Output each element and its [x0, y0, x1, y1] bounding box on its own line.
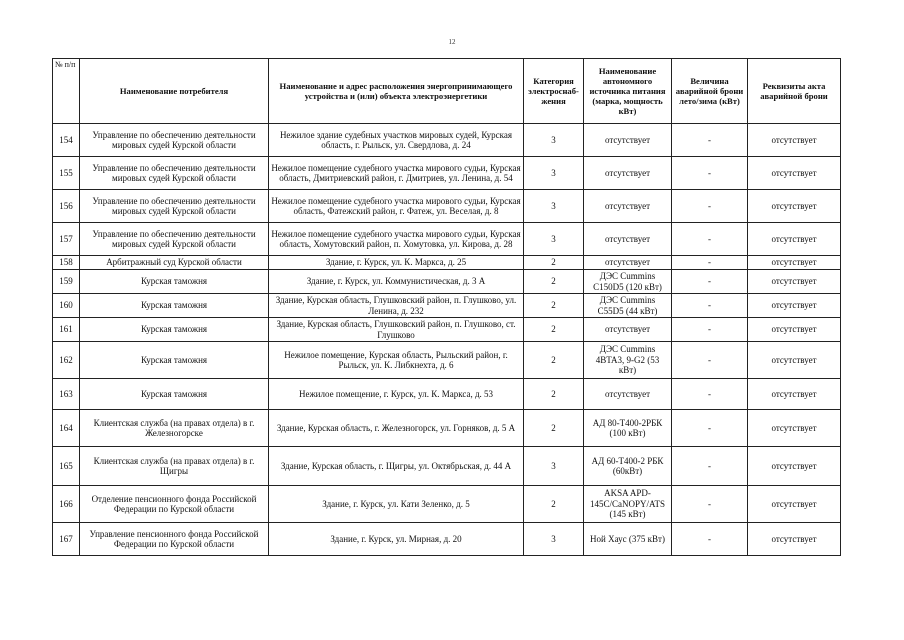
cell-source: отсутствует: [584, 190, 672, 223]
cell-reserve: -: [672, 223, 748, 256]
cell-requisites: отсутствует: [748, 379, 841, 410]
cell-consumer: Курская таможня: [80, 294, 269, 318]
cell-requisites: отсутствует: [748, 223, 841, 256]
cell-category: 2: [524, 410, 584, 447]
page-number: 12: [448, 38, 456, 46]
cell-consumer: Управление по обеспечению деятельности мировых судей Курской области: [80, 157, 269, 190]
table-row: [53, 523, 841, 556]
cell-address: Здание, г. Курск, ул. К. Маркса, д. 25: [269, 256, 524, 270]
cell-source: отсутствует: [584, 379, 672, 410]
cell-reserve: -: [672, 124, 748, 157]
cell-num: 158: [53, 256, 80, 270]
table-row: [53, 124, 841, 157]
cell-requisites: отсутствует: [748, 270, 841, 294]
cell-category: 2: [524, 294, 584, 318]
header-consumer: Наименование потребителя: [80, 59, 269, 124]
cell-reserve: -: [672, 190, 748, 223]
cell-requisites: отсутствует: [748, 523, 841, 556]
cell-num: 167: [53, 523, 80, 556]
cell-requisites: отсутствует: [748, 486, 841, 523]
cell-num: 159: [53, 270, 80, 294]
cell-consumer: Клиентская служба (на правах отдела) в г. Щигры: [80, 447, 269, 486]
cell-address: Нежилое помещение судебного участка мирового судьи, Курская область, Фатежский район, г. Фатеж, ул. Веселая, д. 8: [269, 190, 524, 223]
cell-source: отсутствует: [584, 124, 672, 157]
cell-reserve: -: [672, 294, 748, 318]
header-category: Категория электроснаб-жения: [524, 59, 584, 124]
cell-category: 2: [524, 270, 584, 294]
cell-source: ДЭС Cummins C150D5 (120 кВт): [584, 270, 672, 294]
cell-reserve: -: [672, 447, 748, 486]
header-requisites: Реквизиты акта аварийной брони: [748, 59, 841, 124]
cell-source: АД 80-Т400-2РБК (100 кВт): [584, 410, 672, 447]
cell-address: Здание, Курская область, Глушковский район, п. Глушково, ул. Ленина, д. 232: [269, 294, 524, 318]
table-row: [53, 318, 841, 342]
cell-source: отсутствует: [584, 318, 672, 342]
cell-source: AKSA APD-145C/CaNOPY/ATS (145 кВт): [584, 486, 672, 523]
table-row: [53, 379, 841, 410]
cell-category: 2: [524, 342, 584, 379]
table-row: [53, 294, 841, 318]
cell-address: Здание, Курская область, г. Железногорск, ул. Горняков, д. 5 А: [269, 410, 524, 447]
cell-category: 3: [524, 190, 584, 223]
cell-category: 3: [524, 223, 584, 256]
cell-consumer: Курская таможня: [80, 318, 269, 342]
cell-num: 154: [53, 124, 80, 157]
cell-num: 160: [53, 294, 80, 318]
cell-consumer: Управление пенсионного фонда Российской Федерации по Курской области: [80, 523, 269, 556]
table-row: [53, 270, 841, 294]
cell-num: 161: [53, 318, 80, 342]
cell-reserve: -: [672, 342, 748, 379]
header-address: Наименование и адрес расположения энергопринимающего устройства и (или) объекта электроэнергетики: [269, 59, 524, 124]
consumers-table: [52, 58, 841, 556]
cell-source: ДЭС Cummins C55D5 (44 кВт): [584, 294, 672, 318]
cell-source: Ной Хаус (375 кВт): [584, 523, 672, 556]
cell-source: ДЭС Cummins 4BTA3, 9-G2 (53 кВт): [584, 342, 672, 379]
cell-source: отсутствует: [584, 157, 672, 190]
cell-source: отсутствует: [584, 256, 672, 270]
cell-consumer: Курская таможня: [80, 270, 269, 294]
header-num: № п/п: [53, 59, 80, 124]
cell-category: 3: [524, 157, 584, 190]
cell-requisites: отсутствует: [748, 157, 841, 190]
cell-consumer: Клиентская служба (на правах отдела) в г. Железногорске: [80, 410, 269, 447]
cell-address: Здание, Курская область, г. Щигры, ул. Октябрьская, д. 44 А: [269, 447, 524, 486]
cell-address: Нежилое помещение, г. Курск, ул. К. Маркса, д. 53: [269, 379, 524, 410]
cell-num: 163: [53, 379, 80, 410]
cell-source: отсутствует: [584, 223, 672, 256]
cell-address: Здание, Курская область, Глушковский район, п. Глушково, ст. Глушково: [269, 318, 524, 342]
cell-address: Нежилое помещение судебного участка мирового судьи, Курская область, Хомутовский район, п. Хомутовка, ул. Кирова, д. 28: [269, 223, 524, 256]
cell-consumer: Управление по обеспечению деятельности мировых судей Курской области: [80, 223, 269, 256]
cell-consumer: Арбитражный суд Курской области: [80, 256, 269, 270]
cell-num: 166: [53, 486, 80, 523]
cell-reserve: -: [672, 410, 748, 447]
cell-reserve: -: [672, 256, 748, 270]
cell-reserve: -: [672, 379, 748, 410]
cell-category: 3: [524, 124, 584, 157]
cell-num: 157: [53, 223, 80, 256]
cell-category: 3: [524, 523, 584, 556]
cell-num: 156: [53, 190, 80, 223]
header-reserve: Величина аварийной брони лето/зима (кВт): [672, 59, 748, 124]
cell-reserve: -: [672, 270, 748, 294]
cell-requisites: отсутствует: [748, 124, 841, 157]
cell-num: 155: [53, 157, 80, 190]
table-row: [53, 342, 841, 379]
table-row: [53, 190, 841, 223]
cell-requisites: отсутствует: [748, 256, 841, 270]
cell-consumer: Управление по обеспечению деятельности мировых судей Курской области: [80, 124, 269, 157]
table-row: [53, 256, 841, 270]
table-row: [53, 157, 841, 190]
cell-requisites: отсутствует: [748, 318, 841, 342]
cell-address: Здание, г. Курск, ул. Мирная, д. 20: [269, 523, 524, 556]
cell-category: 3: [524, 447, 584, 486]
cell-requisites: отсутствует: [748, 342, 841, 379]
cell-reserve: -: [672, 157, 748, 190]
cell-num: 164: [53, 410, 80, 447]
cell-num: 165: [53, 447, 80, 486]
cell-address: Нежилое помещение судебного участка мирового судьи, Курская область, Дмитриевский район, г. Дмитриев, ул. Ленина, д. 54: [269, 157, 524, 190]
cell-reserve: -: [672, 523, 748, 556]
cell-address: Нежилое помещение, Курская область, Рыльский район, г. Рыльск, ул. К. Либкнехта, д. 6: [269, 342, 524, 379]
cell-consumer: Курская таможня: [80, 379, 269, 410]
table-header-row: [53, 59, 841, 124]
cell-requisites: отсутствует: [748, 410, 841, 447]
cell-consumer: Отделение пенсионного фонда Российской Федерации по Курской области: [80, 486, 269, 523]
cell-reserve: -: [672, 486, 748, 523]
table-row: [53, 447, 841, 486]
cell-address: Нежилое здание судебных участков мировых судей, Курская область, г. Рыльск, ул. Свердлова, д. 24: [269, 124, 524, 157]
cell-category: 2: [524, 379, 584, 410]
table-row: [53, 410, 841, 447]
cell-consumer: Курская таможня: [80, 342, 269, 379]
cell-consumer: Управление по обеспечению деятельности мировых судей Курской области: [80, 190, 269, 223]
cell-requisites: отсутствует: [748, 447, 841, 486]
table-row: [53, 486, 841, 523]
cell-category: 2: [524, 318, 584, 342]
cell-address: Здание, г. Курск, ул. Коммунистическая, д. 3 А: [269, 270, 524, 294]
cell-category: 2: [524, 256, 584, 270]
cell-num: 162: [53, 342, 80, 379]
cell-source: АД 60-Т400-2 РБК (60кВт): [584, 447, 672, 486]
cell-reserve: -: [672, 318, 748, 342]
table-row: [53, 223, 841, 256]
cell-requisites: отсутствует: [748, 294, 841, 318]
cell-requisites: отсутствует: [748, 190, 841, 223]
cell-category: 2: [524, 486, 584, 523]
header-source: Наименование автономного источника питания (марка, мощность кВт): [584, 59, 672, 124]
cell-address: Здание, г. Курск, ул. Кати Зеленко, д. 5: [269, 486, 524, 523]
